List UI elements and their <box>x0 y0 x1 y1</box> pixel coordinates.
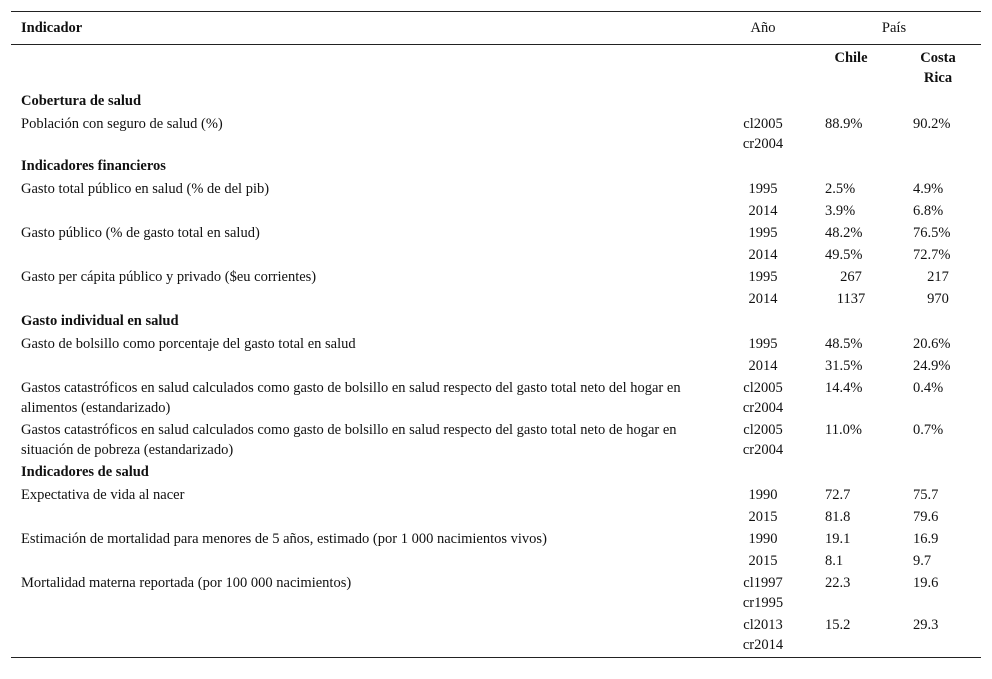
header-year: Año <box>719 12 807 45</box>
section-row <box>11 155 981 178</box>
row-year: 2014 <box>748 203 778 219</box>
row-costa-rica: 76.5% <box>913 225 951 241</box>
row-year: 2015 <box>748 553 778 569</box>
row-chile: 31.5% <box>825 358 863 374</box>
row-label <box>11 244 719 266</box>
header-costa-rica: Costa Rica <box>920 50 956 86</box>
row-label: Población con seguro de salud (%) <box>21 116 223 132</box>
row-year: 1995 <box>748 181 778 197</box>
table-row <box>11 355 981 377</box>
section-title: Indicadores de salud <box>21 464 149 480</box>
table-row <box>11 200 981 222</box>
row-chile: 3.9% <box>825 203 856 219</box>
row-chile: 15.2 <box>807 614 895 658</box>
row-year: cl2013 cr2014 <box>719 614 807 658</box>
row-label <box>11 288 719 310</box>
table-row <box>11 222 981 244</box>
row-costa-rica: 217 <box>927 269 949 285</box>
header-country: País <box>807 12 981 45</box>
row-label <box>11 200 719 222</box>
row-chile: 48.5% <box>825 336 863 352</box>
row-year: cl1997 cr1995 <box>742 575 784 611</box>
header-indicator: Indicador <box>11 12 719 45</box>
row-chile: 48.2% <box>825 225 863 241</box>
row-chile: 72.7 <box>825 487 851 503</box>
table-row <box>11 333 981 355</box>
row-label: Gasto total público en salud (% de del pib) <box>21 181 270 197</box>
row-costa-rica: 29.3 <box>895 614 981 658</box>
row-costa-rica: 0.4% <box>913 380 944 396</box>
health-indicators-table-container <box>11 11 981 658</box>
table-row <box>11 572 981 614</box>
table-row <box>11 244 981 266</box>
section-title: Cobertura de salud <box>21 93 142 109</box>
row-chile: 267 <box>840 269 862 285</box>
row-chile: 8.1 <box>825 553 844 569</box>
country-subheader-row <box>11 45 981 91</box>
row-chile: 1137 <box>836 291 866 307</box>
row-costa-rica: 970 <box>927 291 949 307</box>
row-costa-rica: 0.7% <box>913 422 944 438</box>
row-year: 1995 <box>748 336 778 352</box>
row-label: Estimación de mortalidad para menores de 5 años, estimado (por 1 000 nacimientos vivos) <box>21 531 547 547</box>
row-costa-rica: 20.6% <box>913 336 951 352</box>
row-label: Gastos catastróficos en salud calculados como gasto de bolsillo en salud respecto del gasto total neto de hogar en situación de pobreza (estandarizado) <box>21 422 677 458</box>
table-row <box>11 506 981 528</box>
row-chile: 22.3 <box>825 575 851 591</box>
row-year: 2015 <box>748 509 778 525</box>
row-costa-rica: 24.9% <box>913 358 951 374</box>
row-costa-rica: 19.6 <box>913 575 939 591</box>
section-row <box>11 90 981 113</box>
row-chile: 2.5% <box>825 181 856 197</box>
row-label: Gasto per cápita público y privado ($eu corrientes) <box>21 269 317 285</box>
row-costa-rica: 72.7% <box>913 247 951 263</box>
row-year: cl2005 cr2004 <box>742 380 784 416</box>
row-label: Gastos catastróficos en salud calculados como gasto de bolsillo en salud respecto del gasto total neto del hogar en alimentos (estandarizado) <box>21 380 681 416</box>
row-costa-rica: 75.7 <box>913 487 939 503</box>
row-year: 1995 <box>748 225 778 241</box>
row-chile: 88.9% <box>825 116 863 132</box>
health-indicators-table <box>11 11 981 658</box>
table-row <box>11 178 981 200</box>
row-costa-rica: 4.9% <box>913 181 944 197</box>
row-label <box>11 506 719 528</box>
row-year: 1995 <box>748 269 778 285</box>
row-label: Gasto de bolsillo como porcentaje del gasto total en salud <box>21 336 356 352</box>
row-costa-rica: 6.8% <box>913 203 944 219</box>
row-label: Gasto público (% de gasto total en salud) <box>21 225 260 241</box>
row-costa-rica: 9.7 <box>913 553 932 569</box>
table-row <box>11 113 981 155</box>
row-costa-rica: 90.2% <box>913 116 951 132</box>
table-row <box>11 288 981 310</box>
table-row <box>11 528 981 550</box>
table-row <box>11 266 981 288</box>
row-chile: 81.8 <box>825 509 851 525</box>
row-year: 2014 <box>748 247 778 263</box>
row-year: cl2005 cr2004 <box>742 116 784 152</box>
table-row <box>11 614 981 658</box>
table-row <box>11 550 981 572</box>
section-title: Gasto individual en salud <box>21 313 179 329</box>
row-chile: 49.5% <box>825 247 863 263</box>
section-row <box>11 310 981 333</box>
row-year: cl2005 cr2004 <box>742 422 784 458</box>
table-row <box>11 377 981 419</box>
row-chile: 19.1 <box>825 531 851 547</box>
row-costa-rica: 79.6 <box>913 509 939 525</box>
row-label: Expectativa de vida al nacer <box>21 487 185 503</box>
row-label <box>11 550 719 572</box>
row-year: 2014 <box>748 291 778 307</box>
row-chile: 11.0% <box>825 422 862 438</box>
row-label: Mortalidad materna reportada (por 100 000 nacimientos) <box>21 575 352 591</box>
row-label <box>11 355 719 377</box>
row-costa-rica: 16.9 <box>913 531 939 547</box>
section-title: Indicadores financieros <box>21 158 166 174</box>
row-label <box>11 614 719 658</box>
table-header-row <box>11 12 981 45</box>
section-row <box>11 461 981 484</box>
table-row <box>11 484 981 506</box>
row-year: 1990 <box>748 531 778 547</box>
row-year: 1990 <box>748 487 778 503</box>
row-chile: 14.4% <box>825 380 863 396</box>
header-chile: Chile <box>834 50 868 66</box>
row-year: 2014 <box>748 358 778 374</box>
table-row <box>11 419 981 461</box>
